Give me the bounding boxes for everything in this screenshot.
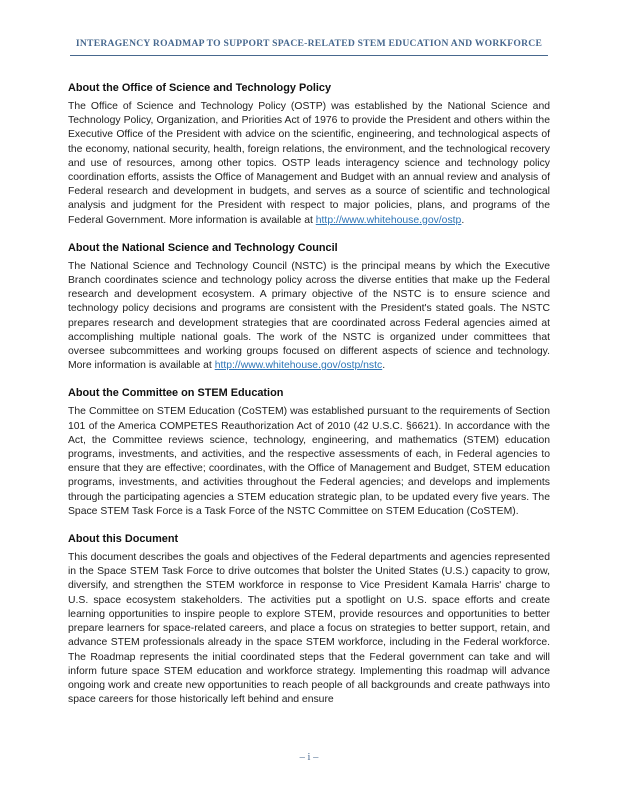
section-paragraph-nstc bbox=[68, 260, 550, 374]
running-header-title: INTERAGENCY ROADMAP TO SUPPORT SPACE-RELATED STEM EDUCATION AND WORKFORCE bbox=[75, 38, 543, 49]
nstc-hyperlink[interactable]: http://www.whitehouse.gov/ostp/nstc bbox=[214, 360, 383, 372]
section-paragraph-costem bbox=[68, 405, 550, 519]
page-number: – i – bbox=[299, 752, 319, 763]
section-heading-about-document: About this Document bbox=[68, 533, 179, 546]
section-costem bbox=[68, 386, 550, 519]
ostp-hyperlink[interactable]: http://www.whitehouse.gov/ostp bbox=[315, 214, 462, 226]
paragraph-text: The National Science and Technology Council (NSTC) is the principal means by which the Executive Branch coordinates science and technology policy across the diverse entities that make up the Federal research and development ecosystem. A primary objective of the NSTC is to ensure science and technology policy decisions and programs are consistent with the President's stated goals. The NSTC prepares research and development strategies that are coordinated across Federal agencies aimed at accomplishing multiple national goals. The work of the NSTC is organized under committees that oversee subcommittees and working groups focused on different aspects of science and technology. More information is available at bbox=[68, 260, 550, 372]
section-ostp bbox=[68, 81, 550, 228]
paragraph-text: The Office of Science and Technology Policy (OSTP) was established by the National Science and Technology Policy, Organization, and Priorities Act of 1976 to provide the President and others within the Executive Office of the President with advice on the scientific, engineering, and technological aspects of the economy, national security, health, foreign relations, the environment, and the technological recovery and use of resources, among other topics. OSTP leads interagency science and technology policy coordination efforts, assists the Office of Management and Budget with an annual review and analysis of Federal research and development in budgets, and serves as a source of scientific and technological analysis and judgment for the President with respect to major policies, plans, and programs of the Federal Government. More information is available at bbox=[68, 101, 550, 226]
section-heading-ostp: About the Office of Science and Technology Policy bbox=[68, 82, 332, 94]
paragraph-text-after-link: . bbox=[461, 214, 465, 226]
paragraph-text: The Committee on STEM Education (CoSTEM) was established pursuant to the requirements of Section 101 of the America COMPETES Reauthorization Act of 2010 (42 U.S.C. §6621). In accordance with the Act, the Committee reviews science, technology, engineering, and mathematics (STEM) education programs, investments, and activities, and the respective assessments of each, in Federal agencies to ensure that they are effective; coordinates, with the Office of Management and Budget, STEM education programs, investments, and activities throughout the Federal agencies; and develops and implements through the participating agencies a STEM education strategic plan, to be updated every five years. The Space STEM Task Force is a Task Force of the NSTC Committee on STEM Education (CoSTEM). bbox=[68, 406, 550, 517]
section-heading-nstc: About the National Science and Technology Council bbox=[68, 241, 338, 254]
section-paragraph-ostp bbox=[68, 100, 550, 228]
section-nstc bbox=[68, 241, 550, 374]
page-footer bbox=[0, 752, 618, 763]
running-header bbox=[70, 38, 548, 56]
section-heading-costem: About the Committee on STEM Education bbox=[68, 387, 284, 400]
section-paragraph-about-document bbox=[68, 551, 550, 707]
paragraph-text-after-link: . bbox=[382, 360, 386, 372]
section-about-document bbox=[68, 532, 550, 707]
document-body bbox=[68, 81, 550, 707]
paragraph-text: This document describes the goals and objectives of the Federal departments and agencies represented in the Space STEM Task Force to drive outcomes that bolster the United States (U.S.) capacity to grow, diversify, and strengthen the STEM workforce in response to Vice President Kamala Harris' charge to U.S. space ecosystem stakeholders. The activities put a spotlight on U.S. space efforts and create learning opportunities to inspire people to explore STEM, provide resources and opportunities to better prepare learners for space-related careers, and place a focus on strategies to better support, retain, and advance STEM professionals already in the space STEM workforce, including in the Federal workforce. The Roadmap represents the initial coordinated steps that the Federal government can take and will inform future space STEM education and workforce strategy. Implementing this roadmap will advance ongoing work and create new opportunities to reach people of all backgrounds and create pathways into space careers for those historically left behind and ensure bbox=[68, 552, 550, 706]
